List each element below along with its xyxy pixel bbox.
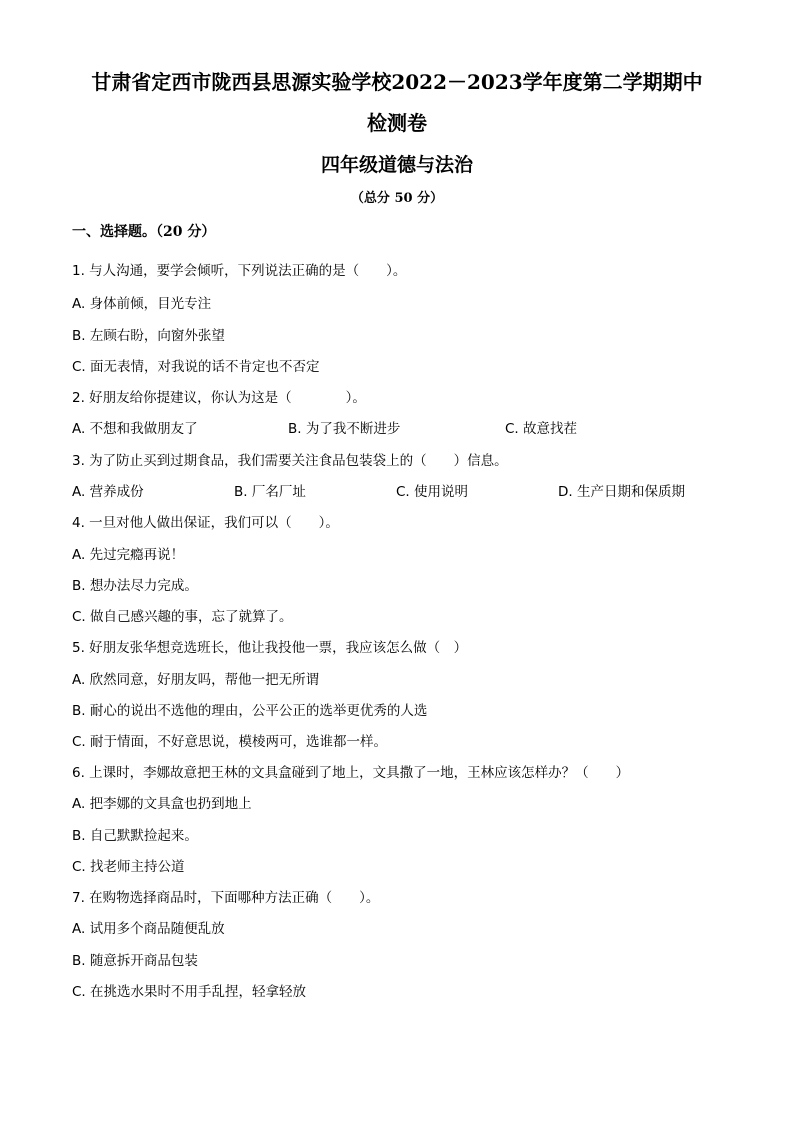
question-option: C. 使用说明	[396, 484, 469, 500]
question-stem: 5. 好朋友张华想竞选班长，他让我投他一票，我应该怎么做（ ）	[72, 640, 468, 656]
question-stem: 6. 上课时，李娜故意把王林的文具盒碰到了地上，文具撒了一地，王林应该怎样办？（ ）	[72, 765, 630, 781]
option-row	[0, 419, 794, 439]
total-score: （总分 50 分）	[350, 191, 444, 206]
question-option: B. 耐心的说出不选他的理由，公平公正的选举更优秀的人选	[72, 703, 428, 719]
question-option: C. 面无表情，对我说的话不肯定也不否定	[72, 359, 320, 375]
question-option: A. 营养成份	[72, 484, 144, 500]
question-option: A. 把李娜的文具盒也扔到地上	[72, 796, 252, 812]
question-option: C. 故意找茬	[505, 421, 578, 437]
exam-subject: 四年级道德与法治	[320, 154, 473, 176]
option-row	[0, 482, 794, 502]
question-option: B. 左顾右盼，向窗外张望	[72, 328, 225, 344]
question-option: B. 为了我不断进步	[288, 421, 401, 437]
section-heading: 一、选择题。（20 分）	[72, 224, 216, 240]
exam-title-line2: 检测卷	[367, 111, 427, 135]
question-option: C. 找老师主持公道	[72, 859, 185, 875]
question-stem: 1. 与人沟通，要学会倾听，下列说法正确的是（ ）。	[72, 263, 407, 279]
question-stem: 7. 在购物选择商品时，下面哪种方法正确（ ）。	[72, 890, 380, 906]
question-option: A. 身体前倾，目光专注	[72, 296, 212, 312]
question-option: A. 不想和我做朋友了	[72, 421, 198, 437]
question-option: A. 试用多个商品随便乱放	[72, 921, 225, 937]
question-option: C. 在挑选水果时不用手乱捏，轻拿轻放	[72, 984, 307, 1000]
exam-title-line1: 甘肃省定西市陇西县思源实验学校2022－2023学年度第二学期期中	[91, 70, 703, 94]
question-option: B. 自己默默捡起来。	[72, 828, 198, 844]
question-option: A. 欣然同意，好朋友吗，帮他一把无所谓	[72, 672, 320, 688]
question-option: A. 先过完瘾再说！	[72, 547, 185, 563]
question-stem: 2. 好朋友给你提建议，你认为这是（ ）。	[72, 390, 366, 406]
question-option: D. 生产日期和保质期	[558, 484, 685, 500]
question-stem: 4. 一旦对他人做出保证，我们可以（ ）。	[72, 515, 339, 531]
question-option: B. 随意拆开商品包装	[72, 953, 198, 969]
question-option: C. 做自己感兴趣的事，忘了就算了。	[72, 609, 293, 625]
question-option: C. 耐于情面，不好意思说，模棱两可，选谁都一样。	[72, 734, 388, 750]
question-option: B. 厂名厂址	[234, 484, 306, 500]
question-stem: 3. 为了防止买到过期食品，我们需要关注食品包装袋上的（ ）信息。	[72, 453, 508, 469]
question-option: B. 想办法尽力完成。	[72, 578, 198, 594]
